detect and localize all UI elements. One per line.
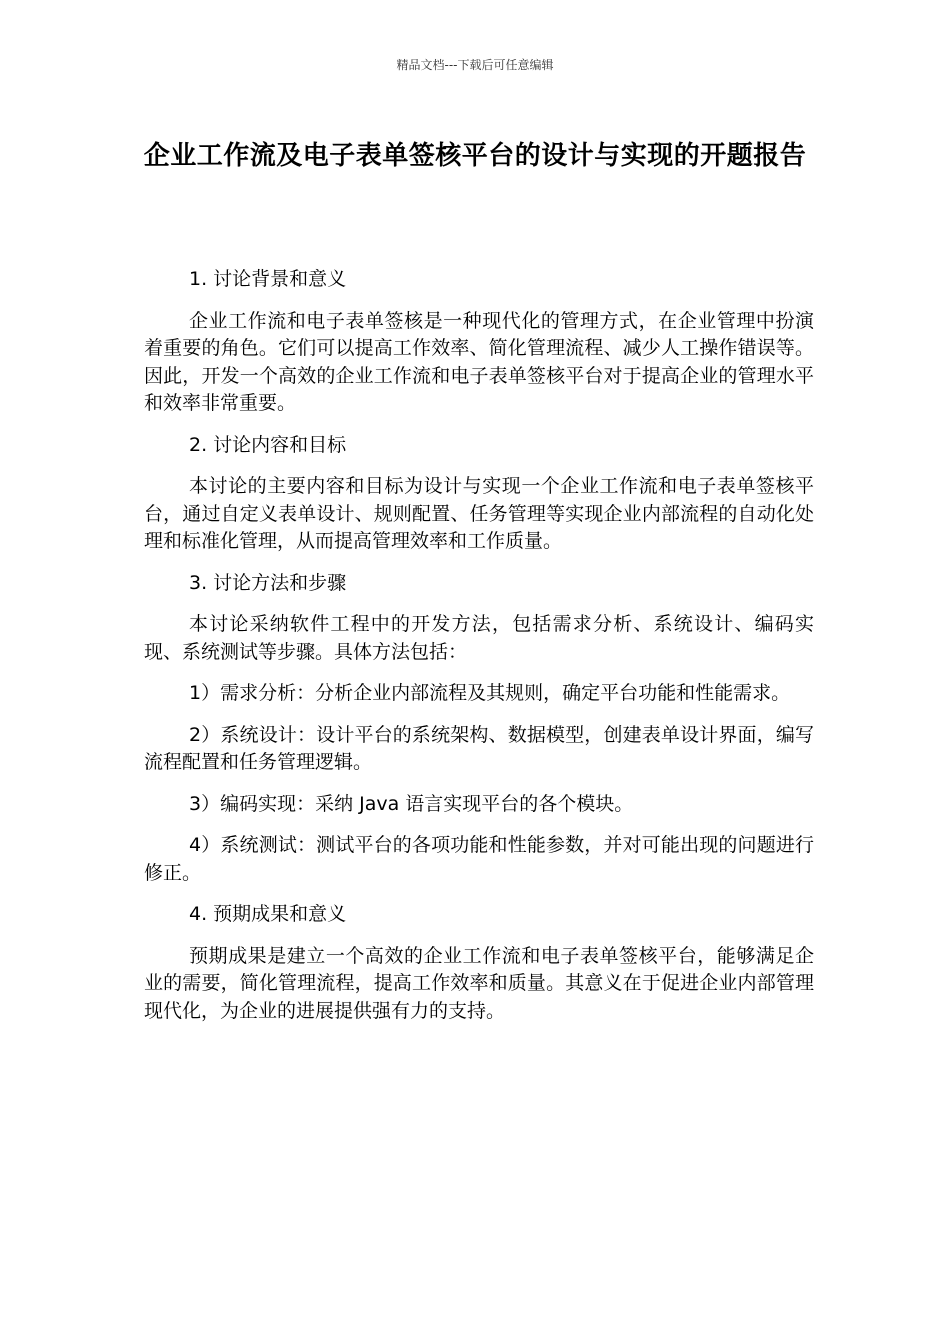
paragraph: 本讨论采纳软件工程中的开发方法，包括需求分析、系统设计、编码实现、系统测试等步骤。具体方法包括： — [144, 613, 814, 663]
paragraph: 本讨论的主要内容和目标为设计与实现一个企业工作流和电子表单签核平台，通过自定义表单设计、规则配置、任务管理等实现企业内部流程的自动化处理和标准化管理，从而提高管理效率和工作质量。 — [144, 475, 814, 552]
list-item: 3）编码实现：采纳 Java 语言实现平台的各个模块。 — [189, 792, 634, 815]
document-title: 企业工作流及电子表单签核平台的设计与实现的开题报告 — [143, 141, 807, 171]
section-heading: 3. 讨论方法和步骤 — [189, 571, 347, 594]
section-heading: 2. 讨论内容和目标 — [189, 433, 347, 456]
header-note: 精品文档---下载后可任意编辑 — [396, 58, 554, 72]
paragraph: 预期成果是建立一个高效的企业工作流和电子表单签核平台，能够满足企业的需要，简化管理流程，提高工作效率和质量。其意义在于促进企业内部管理现代化，为企业的进展提供强有力的支持。 — [144, 944, 814, 1022]
list-item: 2）系统设计：设计平台的系统架构、数据模型，创建表单设计界面，编写流程配置和任务管理逻辑。 — [144, 723, 814, 773]
list-item: 1）需求分析：分析企业内部流程及其规则，确定平台功能和性能需求。 — [189, 682, 791, 704]
document-body — [144, 266, 814, 1039]
paragraph: 企业工作流和电子表单签核是一种现代化的管理方式，在企业管理中扮演着重要的角色。它们可以提高工作效率、简化管理流程、减少人工操作错误等。因此，开发一个高效的企业工作流和电子表单签核平台对于提高企业的管理水平和效率非常重要。 — [144, 309, 814, 414]
section-heading: 4. 预期成果和意义 — [189, 903, 347, 925]
list-item: 4）系统测试：测试平台的各项功能和性能参数，并对可能出现的问题进行修正。 — [144, 834, 814, 884]
section-heading: 1. 讨论背景和意义 — [189, 268, 347, 290]
